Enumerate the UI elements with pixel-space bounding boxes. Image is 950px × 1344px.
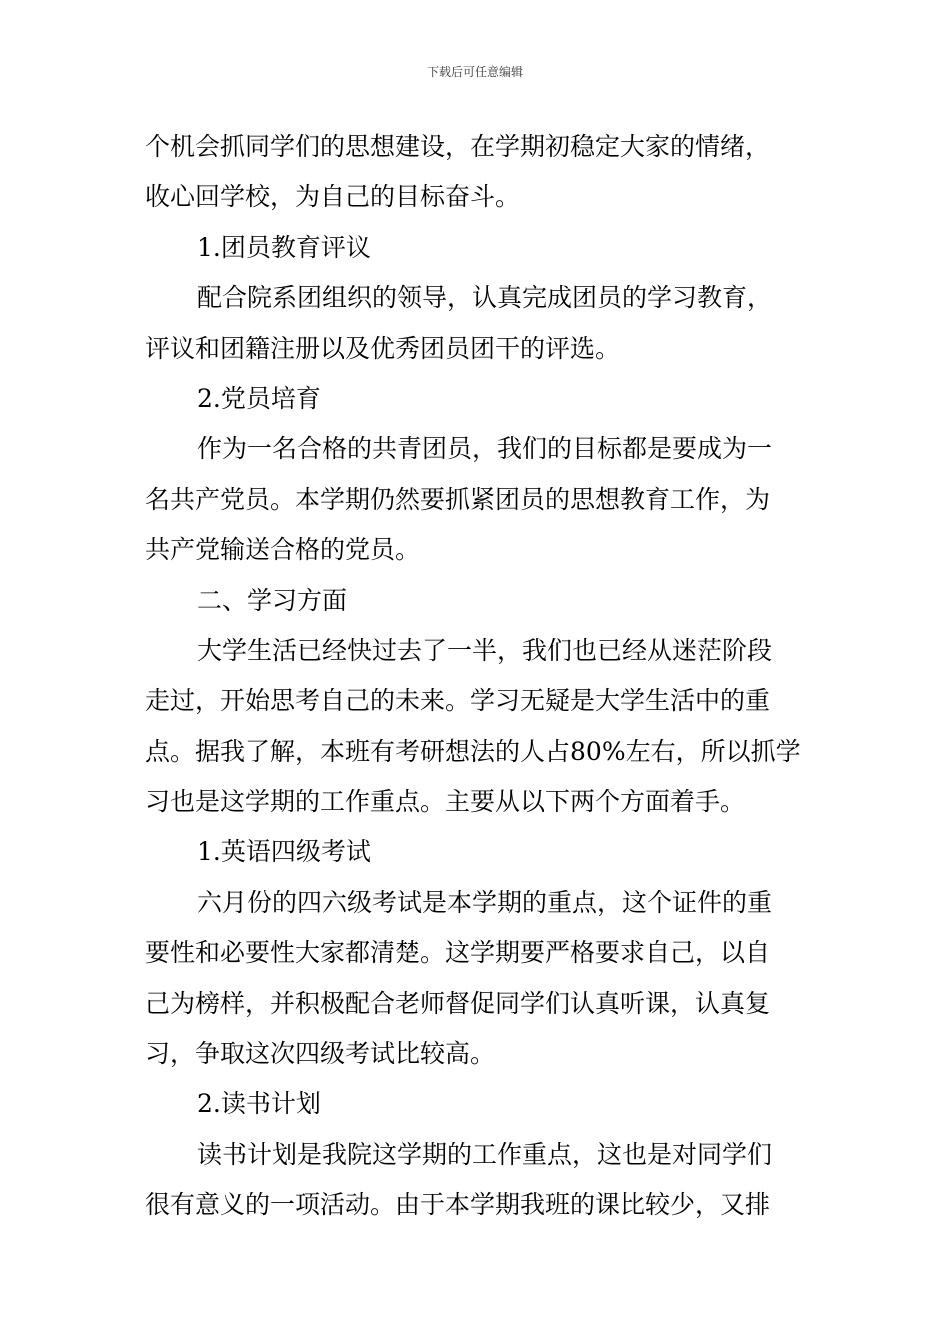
text-line: 走过，开始思考自己的未来。学习无疑是大学生活中的重 — [145, 686, 771, 716]
section-heading: 1.英语四级考试 — [197, 837, 371, 867]
text-line: 评议和团籍注册以及优秀团员团干的评选。 — [145, 333, 621, 363]
text-line: 大学生活已经快过去了一半，我们也已经从迷茫阶段 — [197, 635, 773, 665]
text-line: 点。据我了解，本班有考研想法的人占80%左右，所以抓学 — [145, 736, 801, 766]
text-line: 作为一名合格的共青团员，我们的目标都是要成为一 — [197, 434, 773, 464]
text-line: 很有意义的一项活动。由于本学期我班的课比较少，又排 — [145, 1190, 771, 1220]
section-heading: 1.团员教育评议 — [197, 232, 371, 262]
page-header: 下载后可任意编辑 — [426, 65, 523, 79]
text-line: 个机会抓同学们的思想建设，在学期初稳定大家的情绪， — [145, 132, 771, 161]
document-body — [145, 122, 815, 1231]
text-line: 己为榜样，并积极配合老师督促同学们认真听课，认真复 — [145, 988, 771, 1018]
text-line: 名共产党员。本学期仍然要抓紧团员的思想教育工作，为 — [145, 484, 771, 514]
section-heading: 2.读书计划 — [197, 1089, 321, 1119]
text-line: 配合院系团组织的领导，认真完成团员的学习教育， — [197, 283, 773, 313]
text-line: 共产党输送合格的党员。 — [145, 535, 421, 565]
text-line: 要性和必要性大家都清楚。这学期要严格要求自己，以自 — [145, 938, 771, 968]
section-heading: 2.党员培育 — [197, 383, 321, 413]
text-line: 六月份的四六级考试是本学期的重点，这个证件的重 — [197, 887, 773, 917]
text-line: 习，争取这次四级考试比较高。 — [145, 1039, 496, 1069]
text-line: 收心回学校，为自己的目标奋斗。 — [145, 182, 521, 212]
section-heading: 二、学习方面 — [197, 585, 348, 615]
text-line: 习也是这学期的工作重点。主要从以下两个方面着手。 — [145, 787, 746, 817]
text-line: 读书计划是我院这学期的工作重点，这也是对同学们 — [197, 1139, 773, 1169]
